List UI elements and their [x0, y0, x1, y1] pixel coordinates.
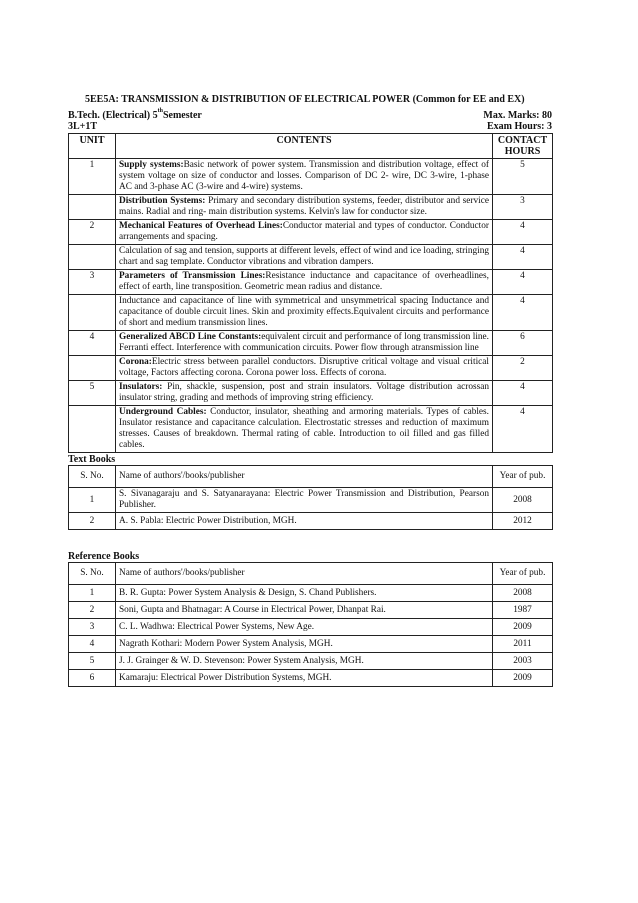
- contact-hours: 3: [493, 195, 553, 220]
- book-sno: 4: [69, 636, 116, 653]
- unit-contents: [116, 220, 493, 245]
- book-sno: 3: [69, 619, 116, 636]
- unit-contents: [116, 245, 493, 270]
- course-title: 5EE5A: TRANSMISSION & DISTRIBUTION OF ELECTRICAL POWER (Common for EE and EX): [85, 94, 525, 105]
- book-sno: 6: [69, 670, 116, 687]
- credits-line: [68, 121, 552, 132]
- unit-contents: [116, 331, 493, 356]
- unit-contents: [116, 356, 493, 381]
- book-sno: 1: [69, 488, 116, 513]
- topic-text: equivalent circuit and performance of long transmission line. Ferranti effect. Interference with communication circuits. Power flow through atransmission line: [119, 332, 490, 353]
- book-row: [69, 585, 553, 602]
- book-year: 2009: [493, 670, 553, 687]
- book-year: 2011: [493, 636, 553, 653]
- reference-books-table: [68, 562, 553, 687]
- unit-number: 1: [69, 159, 116, 195]
- unit-contents: [116, 159, 493, 195]
- unit-number: 3: [69, 270, 116, 295]
- unit-number: 2: [69, 220, 116, 245]
- book-year: 1987: [493, 602, 553, 619]
- syllabus-header-row: [69, 134, 553, 159]
- book-name: Kamaraju: Electrical Power Distribution Systems, MGH.: [116, 670, 493, 687]
- book-year: 2003: [493, 653, 553, 670]
- reference-books-header-row: [69, 563, 553, 585]
- unit-header: UNIT: [69, 134, 116, 159]
- unit-number: [69, 356, 116, 381]
- contact-hours: 4: [493, 270, 553, 295]
- syllabus-row: [69, 245, 553, 270]
- topic-text: Basic network of power system. Transmission and distribution voltage, effect of system voltage on size of conductor and losses. Comparison of DC 2- wire, DC 3-wire, 1-phase AC and 3-phase AC (3-wire and 4-wire) systems.: [119, 160, 489, 192]
- contact-hours: 2: [493, 356, 553, 381]
- sno-header: S. No.: [69, 466, 116, 488]
- topic-text: Inductance and capacitance of line with symmetrical and unsymmetrical spacing Inductance and capacitance of double circuit lines. Skin and proximity effects.Equivalent circuits and performance of short and medium transmission lines.: [119, 296, 489, 328]
- topic-title: Distribution Systems:: [119, 196, 206, 206]
- syllabus-row: [69, 295, 553, 331]
- book-row: [69, 619, 553, 636]
- unit-number: 4: [69, 331, 116, 356]
- unit-number: 5: [69, 381, 116, 406]
- unit-number: [69, 295, 116, 331]
- book-row: [69, 653, 553, 670]
- contents-header: CONTENTS: [116, 134, 493, 159]
- unit-number: [69, 195, 116, 220]
- syllabus-row: [69, 195, 553, 220]
- contact-hours: 6: [493, 331, 553, 356]
- contact-hours-header: CONTACT HOURS: [493, 134, 553, 159]
- topic-text: Calculation of sag and tension, supports at different levels, effect of wind and ice loading, stringing chart and sag template. Conductor vibrations and vibration dampers.: [119, 246, 489, 267]
- topic-title: Parameters of Transmission Lines:: [119, 271, 266, 281]
- text-books-header-row: [69, 466, 553, 488]
- book-name: C. L. Wadhwa: Electrical Power Systems, New Age.: [116, 619, 493, 636]
- topic-text: Conductor, insulator, sheathing and armoring materials. Types of cables. Insulator resistance and capacitance calculation. Electrostatic stresses and reduction of maximum stresses. Causes of breakdown. Thermal rating of cable. Introduction to oil filled and gas filled cables.: [119, 407, 489, 450]
- syllabus-row: [69, 406, 553, 453]
- sno-header: S. No.: [69, 563, 116, 585]
- text-books-heading: Text Books: [68, 454, 116, 465]
- syllabus-row: [69, 356, 553, 381]
- book-row: [69, 636, 553, 653]
- credits: 3L+1T: [68, 121, 98, 132]
- book-row: [69, 488, 553, 513]
- text-books-table: [68, 465, 553, 530]
- program-line: [68, 110, 552, 121]
- topic-text: Conductor material and types of conductor. Conductor arrangements and spacing.: [119, 221, 489, 242]
- book-year: 2008: [493, 488, 553, 513]
- topic-text: Electric stress between parallel conductors. Disruptive critical voltage and visual critical voltage, Factors affecting corona. Corona power loss. Effects of corona.: [119, 357, 489, 378]
- book-name: Nagrath Kothari: Modern Power System Analysis, MGH.: [116, 636, 493, 653]
- unit-contents: [116, 381, 493, 406]
- year-header: Year of pub.: [493, 466, 553, 488]
- unit-contents: [116, 195, 493, 220]
- syllabus-row: [69, 159, 553, 195]
- topic-title: Underground Cables:: [119, 407, 207, 417]
- topic-title: Insulators:: [119, 382, 163, 392]
- book-name: B. R. Gupta: Power System Analysis & Design, S. Chand Publishers.: [116, 585, 493, 602]
- book-name: J. J. Grainger & W. D. Stevenson: Power System Analysis, MGH.: [116, 653, 493, 670]
- book-row: [69, 513, 553, 530]
- contact-hours: 4: [493, 381, 553, 406]
- name-header: Name of authors'/books/publisher: [116, 563, 493, 585]
- topic-text: Pin, shackle, suspension, post and strain insulators. Voltage distribution acrossan insulator string, grading and methods of improving string efficiency.: [119, 382, 489, 403]
- contact-hours: 4: [493, 245, 553, 270]
- topic-title: Mechanical Features of Overhead Lines:: [119, 221, 283, 231]
- book-year: 2009: [493, 619, 553, 636]
- name-header: Name of authors'/books/publisher: [116, 466, 493, 488]
- topic-title: Generalized ABCD Line Constants:: [119, 332, 262, 342]
- contact-hours: 5: [493, 159, 553, 195]
- unit-contents: [116, 270, 493, 295]
- unit-number: [69, 245, 116, 270]
- syllabus-row: [69, 270, 553, 295]
- book-name: A. S. Pabla: Electric Power Distribution, MGH.: [116, 513, 493, 530]
- book-sno: 1: [69, 585, 116, 602]
- book-year: 2008: [493, 585, 553, 602]
- book-row: [69, 602, 553, 619]
- topic-title: Corona:: [119, 357, 152, 367]
- book-row: [69, 670, 553, 687]
- book-name: S. Sivanagaraju and S. Satyanarayana: Electric Power Transmission and Distribution, Pearson Publisher.: [116, 488, 493, 513]
- book-sno: 5: [69, 653, 116, 670]
- year-header: Year of pub.: [493, 563, 553, 585]
- unit-contents: [116, 295, 493, 331]
- exam-hours: Exam Hours: 3: [487, 121, 552, 132]
- syllabus-table: [68, 133, 553, 453]
- unit-contents: [116, 406, 493, 453]
- book-sno: 2: [69, 513, 116, 530]
- contact-hours: 4: [493, 220, 553, 245]
- syllabus-row: [69, 381, 553, 406]
- book-sno: 2: [69, 602, 116, 619]
- max-marks: Max. Marks: 80: [483, 110, 552, 121]
- topic-text: Resistance inductance and capacitance of overheadlines, effect of earth, line transposition. Geometric mean radius and distance.: [119, 271, 489, 292]
- syllabus-row: [69, 220, 553, 245]
- book-name: Soni, Gupta and Bhatnagar: A Course in Electrical Power, Dhanpat Rai.: [116, 602, 493, 619]
- syllabus-row: [69, 331, 553, 356]
- topic-text: Primary and secondary distribution systems, feeder, distributor and service mains. Radial and ring- main distribution systems. Kelvin's law for conductor size.: [119, 196, 489, 217]
- contact-hours: 4: [493, 295, 553, 331]
- book-year: 2012: [493, 513, 553, 530]
- topic-title: Supply systems:: [119, 160, 184, 170]
- unit-number: [69, 406, 116, 453]
- program-label: B.Tech. (Electrical) 5thSemester: [68, 108, 202, 121]
- reference-books-heading: Reference Books: [68, 551, 140, 562]
- contact-hours: 4: [493, 406, 553, 453]
